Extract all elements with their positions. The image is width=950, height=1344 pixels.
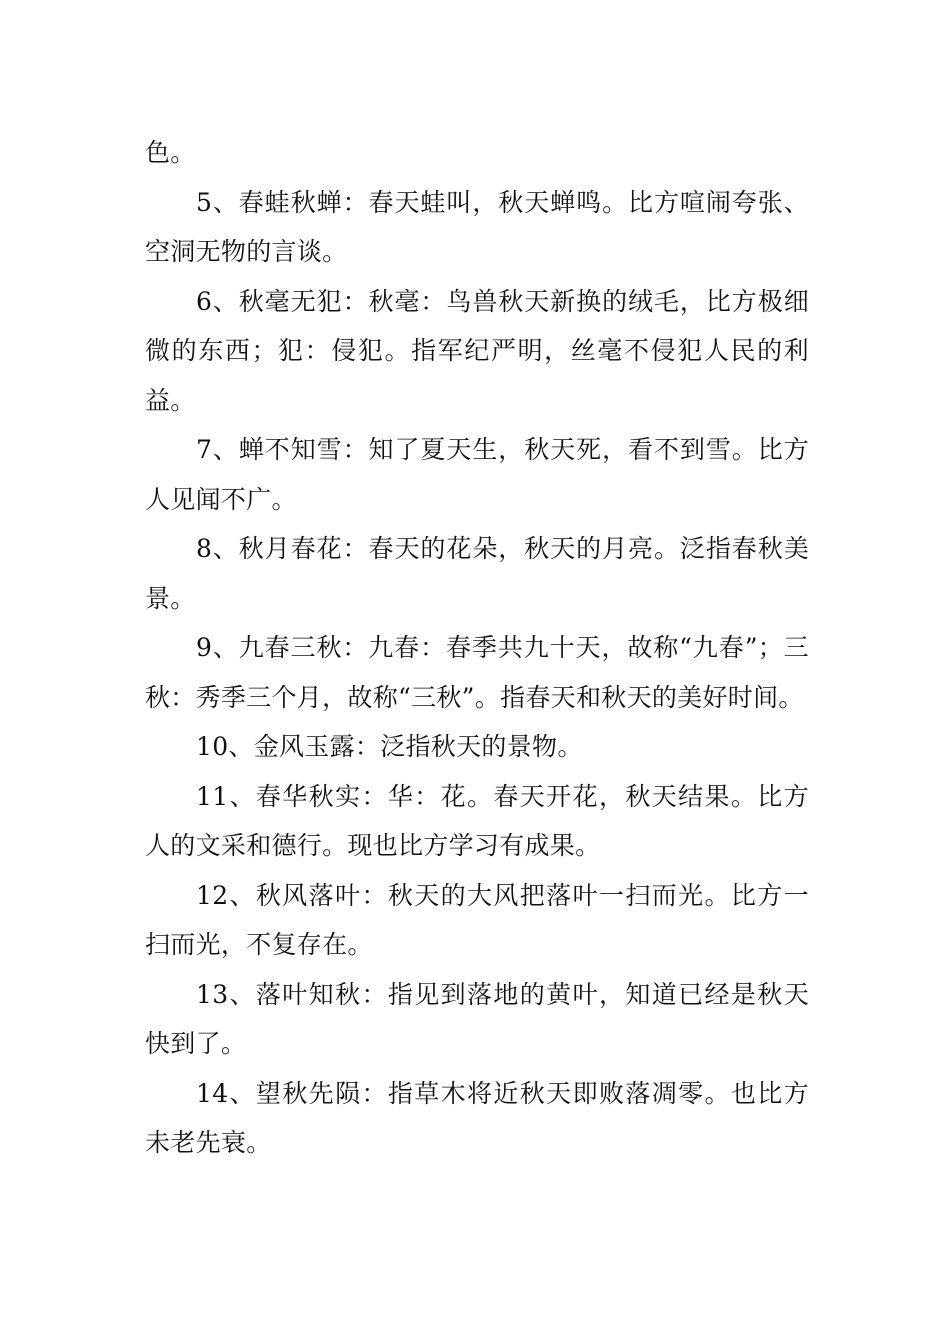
- idiom-entry-14: 14、望秋先陨：指草木将近秋天即败落凋零。也比方未老先衰。: [145, 1078, 809, 1157]
- idiom-entry-8: 8、秋月春花：春天的花朵，秋天的月亮。泛指春秋美景。: [145, 534, 809, 613]
- idiom-entry-12: 12、秋风落叶：秋天的大风把落叶一扫而光。比方一扫而光，不复存在。: [145, 880, 809, 959]
- idiom-entry-9: 9、九春三秋：九春：春季共九十天，故称“九春”；三秋：秀季三个月，故称“三秋”。指春天和秋天的美好时间。: [145, 633, 809, 712]
- document-body: [145, 128, 809, 1168]
- idiom-entry-6: 6、秋毫无犯：秋毫：鸟兽秋天新换的绒毛，比方极细微的东西；犯：侵犯。指军纪严明，丝毫不侵犯人民的利益。: [145, 286, 809, 415]
- idiom-entry-11: 11、春华秋实：华：花。春天开花，秋天结果。比方人的文采和德行。现也比方学习有成果。: [145, 781, 809, 860]
- idiom-entry-13: 13、落叶知秋：指见到落地的黄叶，知道已经是秋天快到了。: [145, 979, 809, 1058]
- idiom-entry-5: 5、春蛙秋蝉：春天蛙叫，秋天蝉鸣。比方喧闹夸张、空洞无物的言谈。: [145, 187, 809, 266]
- idiom-entry-10: 10、金风玉露：泛指秋天的景物。: [196, 732, 583, 761]
- idiom-entry-7: 7、蝉不知雪：知了夏天生，秋天死，看不到雪。比方人见闻不广。: [145, 435, 809, 514]
- paragraph-continuation: 色。: [145, 138, 196, 167]
